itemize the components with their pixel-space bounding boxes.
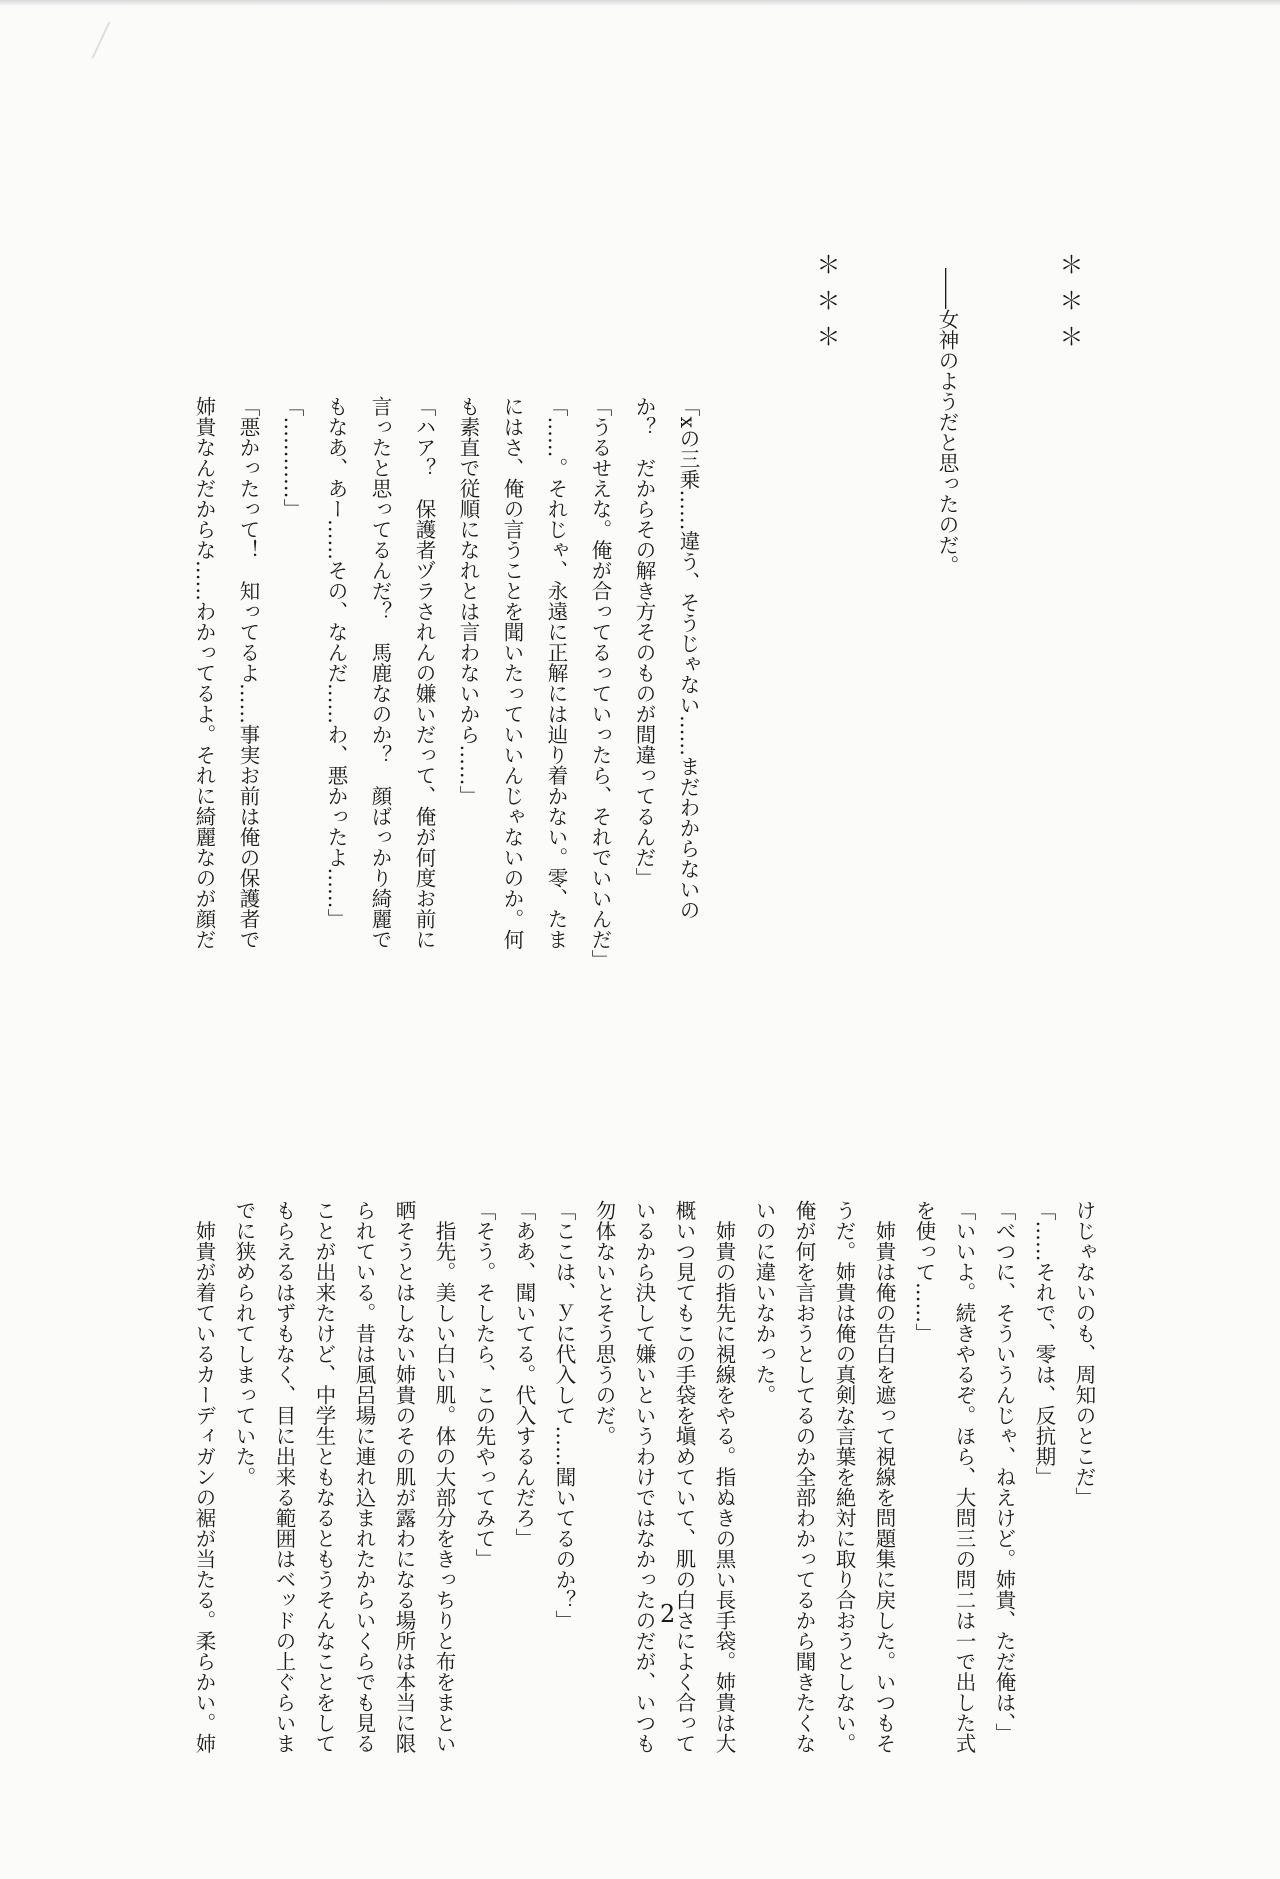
text-line: 「……。それじゃ、永遠に正解には辿り着かない。零、たま — [544, 396, 568, 950]
text-line: 概いつ見てもこの手袋を塡めていて、肌の白さによく合って — [672, 1200, 696, 1754]
text-line: 姉貴は俺の告白を遮って視線を問題集に戻した。いつもそ — [872, 1200, 896, 1754]
scan-edge — [0, 0, 1280, 6]
page-number: 2 — [660, 1600, 676, 1628]
text-line: 姉貴の指先に視線をやる。指ぬきの黒い長手袋。姉貴は大 — [712, 1200, 736, 1754]
text-line: にはさ、俺の言うことを聞いたっていいんじゃないのか。何 — [500, 396, 524, 950]
text-line: 俺が何を言おうとしてるのか全部わかってるから聞きたくな — [792, 1200, 816, 1754]
text-line: 指先。美しい白い肌。体の大部分をきっちりと布をまとい — [432, 1200, 456, 1754]
text-line: 「……それで、零は、反抗期」 — [1032, 1200, 1056, 1487]
section-break-stars: ＊＊＊ — [1055, 252, 1083, 360]
section-break-stars: ＊＊＊ — [812, 252, 840, 360]
text-line: 「ハア？ 保護者ヅラされんの嫌いだって、俺が何度お前に — [412, 396, 436, 950]
text-line: 「べつに、そういうんじゃ、ねえけど。姉貴、ただ俺は、」 — [992, 1200, 1016, 1744]
text-line: ことが出来たけど、中学生ともなるともうそんなことをして — [312, 1200, 336, 1754]
text-line: 姉貴が着ているカーディガンの裾が当たる。柔らかい。姉 — [192, 1200, 216, 1754]
text-line: 「ここは、ｙに代入して……聞いてるのか？」 — [552, 1200, 576, 1631]
text-line: 「うるせえな。俺が合ってるっていったら、それでいいんだ」 — [588, 396, 612, 970]
scan-mark — [92, 21, 111, 58]
text-line: 「悪かったって！ 知ってるよ……事実お前は俺の保護者で — [236, 396, 260, 950]
text-line: 「…………」 — [280, 396, 304, 519]
text-line: 姉貴なんだからな……わかってるよ。それに綺麗なのが顔だ — [192, 396, 216, 950]
text-line: 勿体ないとそう思うのだ。 — [592, 1200, 616, 1446]
text-line: 「xの三乗……違う、そうじゃない……まだわからないの — [676, 396, 700, 921]
text-line: けじゃないのも、周知のとこだ」 — [1072, 1200, 1096, 1508]
text-line: 晒そうとはしない姉貴のその肌が露わになる場所は本当に限 — [392, 1200, 416, 1754]
text-line: 「いいよ。続きやるぞ。ほら、大問三の問二は一で出した式 — [952, 1200, 976, 1754]
text-line: も素直で従順になれとは言わないから……」 — [456, 396, 480, 806]
section-heading: ――女神のようだと思ったのだ。 — [935, 268, 959, 576]
text-line: 「ああ、聞いてる。代入するんだろ」 — [512, 1200, 536, 1549]
text-line: を使って……」 — [912, 1200, 936, 1344]
text-line: 言ったと思ってるんだ？ 馬鹿なのか？ 顔ばっかり綺麗で — [368, 396, 392, 950]
text-line: いるから決して嫌いというわけではなかったのだが、いつも — [632, 1200, 656, 1754]
text-line: もなあ、あー……その、なんだ……わ、悪かったよ……」 — [324, 396, 348, 929]
upper-text-block — [170, 396, 698, 970]
text-line: 「そう。そしたら、この先やってみて」 — [472, 1200, 496, 1569]
text-line: もらえるはずもなく、目に出来る範囲はベッドの上ぐらいま — [272, 1200, 296, 1754]
text-line: でに狭められてしまっていた。 — [232, 1200, 256, 1487]
text-line: いのに違いなかった。 — [752, 1200, 776, 1405]
text-line: か？ だからその解き方そのものが間違ってるんだ」 — [632, 396, 656, 888]
text-line: られている。昔は風呂場に連れ込まれたからいくらでも見る — [352, 1200, 376, 1754]
lower-text-block — [174, 1200, 1094, 1754]
text-line: うだ。姉貴は俺の真剣な言葉を絶対に取り合おうとしない。 — [832, 1200, 856, 1754]
